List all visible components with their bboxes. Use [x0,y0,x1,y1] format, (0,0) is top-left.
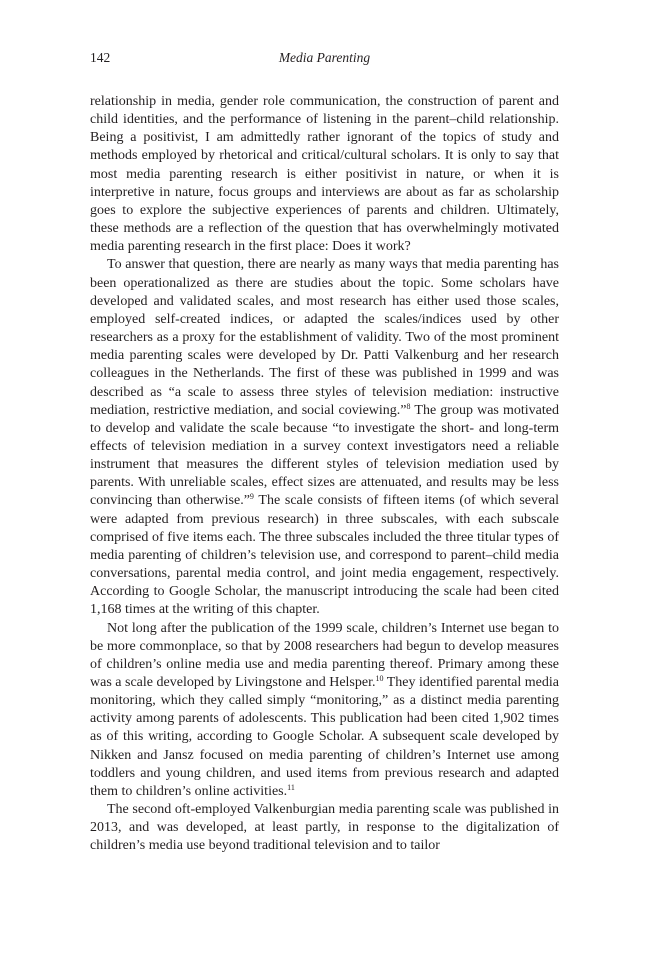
body-text [90,93,559,856]
footnote-ref-9[interactable]: 9 [249,492,254,502]
paragraph-text: relationship in media, gender role communication, the construction of parent and child identities, and the performance of listening in the parent–child relationship. Being a positivist, I am admittedly rather ignorant of the topics of study and methods employed by rhetorical and critical/cultural scholars. It is only to say that most media parenting research is either positivist in nature, or when it is interpretive in nature, focus groups and interviews are about as far as scholarship goes to explore the subjective experiences of parents and children. Ultimately, these methods are a reflection of the question that has overwhelmingly motivated media parenting research in the first place: Does it work? [90,94,559,255]
paragraph-2 [90,256,559,619]
paragraph-text: They identified parental media monitoring, which they called simply “monitoring,” as a distinct media parenting activity among parents of adolescents. This publication had been cited 1,902 times as of this writing, according to Google Scholar. A subsequent scale developed by Nikken and Jansz focused on media parenting of children’s Internet use among toddlers and young children, and used items from previous research and adapted them to children’s online activities. [90,675,560,799]
paragraph-text: The second oft-employed Valkenburgian media parenting scale was published in 2013, and was developed, at least partly, in response to the digitalization of children’s media use beyond traditional television and to tailor [90,802,559,854]
footnote-ref-8[interactable]: 8 [406,401,411,411]
running-head [90,40,559,76]
footnote-ref-10[interactable]: 10 [375,674,384,683]
paragraph-3 [90,620,559,802]
paragraph-text: The group was motivated to develop and validate the scale because “to investigate the short- and long-term effects of television mediation in a survey context investigators need a reliable instrument that measures the different styles of television mediation used by parents. With unreliable scales, effect sizes are attenuated, and results may be less convincing than otherwise.” [90,402,559,509]
book-page [90,40,559,940]
page-number: 142 [90,50,111,65]
paragraph-text: To answer that question, there are nearly as many ways that media parenting has been operationalized as there are studies about the topic. Some scholars have developed and validated scales, and most research has either used those scales, employed self-created indices, or adapted the scales/indices used by other researchers as a proxy for the establishment of validity. Two of the most prominent media parenting scales were developed by Dr. Patti Valkenburg and her research colleagues in the Netherlands. The first of these was published in 1999 and was described as “a scale to assess three styles of television mediation: instructive mediation, restrictive mediation, and social coviewing.” [90,257,559,418]
paragraph-text: Not long after the publication of the 1999 scale, children’s Internet use began to be more commonplace, so that by 2008 researchers had begun to develop measures of children’s online media use and media parenting thereof. Primary among these was a scale developed by Livingstone and Helsper. [90,620,559,690]
paragraph-text: The scale consists of fifteen items (of which several were adapted from previous research) in three subscales, with each subscale comprised of five items each. The three subscales included the three titular types of media parenting of children’s television use, and correspond to parent–child media conversations, parental media control, and joint media engagement, respectively. According to Google Scholar, the manuscript introducing the scale had been cited 1,168 times at the writing of this chapter. [90,493,560,618]
running-title: Media Parenting [278,50,371,65]
footnote-ref-11[interactable]: 11 [287,782,295,792]
paragraph-4 [90,801,559,855]
paragraph-1 [90,93,559,256]
